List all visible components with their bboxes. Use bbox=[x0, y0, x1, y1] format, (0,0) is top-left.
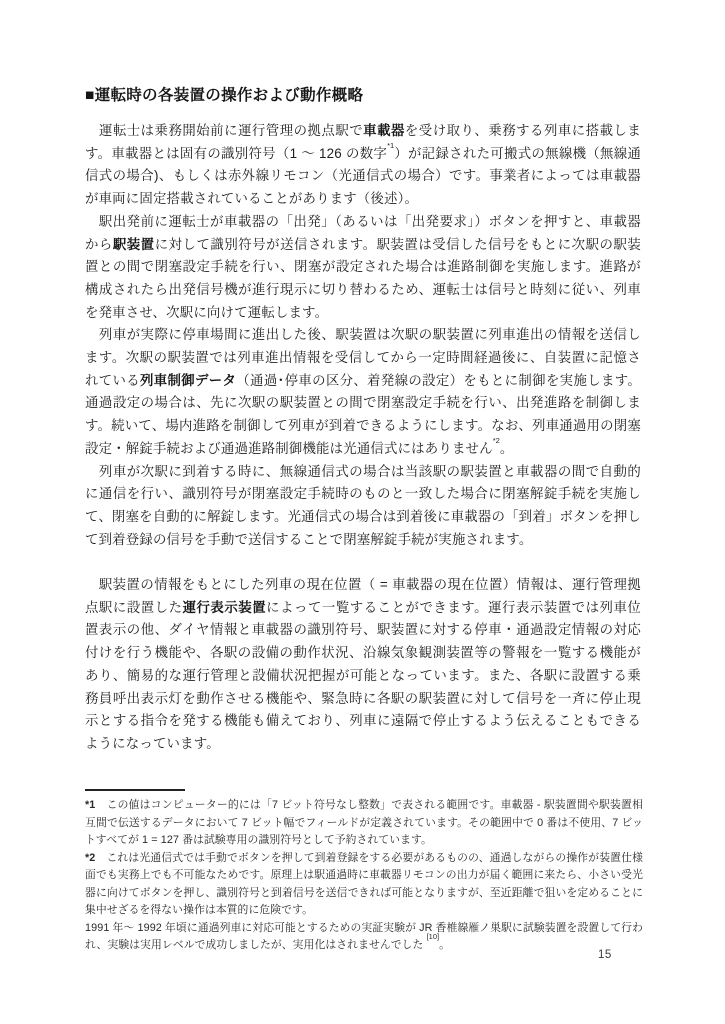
paragraph-departure-procedure: 駅出発前に運転士が車載器の「出発」（あるいは「出発要求」）ボタンを押すと、車載器から駅装置に対して識別符号が送信されます。駅装置は受信した信号をもとに次駅の駅装置との間で閉塞設定手続を行い、閉塞が設定された場合は進路制御を実施します。進路が構成されたら出発信号機が進行現示に切り替わるため、運転士は信号と時刻に従い、列車を発車させ、次駅に向けて運転します。 bbox=[85, 213, 641, 320]
paragraph-arrival-procedure: 列車が次駅に到着する時に、無線通信式の場合は当該駅の駅装置と車載器の間で自動的に通信を行い、識別符号が閉塞設定手続時のものと一致した場合に閉塞解錠手続を実施して、閉塞を自動的に解錠します。光通信式の場合は到着後に車載器の「到着」ボタンを押して到着登録の信号を手動で送信することで閉塞解錠手続が実施されます。 bbox=[85, 463, 641, 547]
section-heading: ■運転時の各装置の操作および動作概略 bbox=[85, 87, 364, 104]
page-number: 15 bbox=[598, 949, 612, 961]
footnotes-section bbox=[85, 789, 643, 955]
footnote-2: *2 これは光通信式では手動でボタンを押して到着登録をする必要があるものの、通過しながらの操作が装置仕様面でも実務上でも不可能なためです。原理上は駅通過時に車載器リモコンの出力が届く範囲に来たら、小さい受光器に向けてボタンを押し、識別符号と到着信号を送信できれば可能となりますが、至近距離で狙いを定めることに集中せざるを得ない操作は本質的に危険です。 bbox=[85, 851, 643, 916]
footnote-2-continued: 1991 年～ 1992 年頃に通過列車に対応可能とするための実証実験が JR 香椎線雁ノ巣駅に試験装置を設置して行われ、実験は実用レベルで成功しましたが、実用化はされませんでした [10]。 bbox=[85, 921, 643, 951]
footnote-1: *1 この値はコンピューター的には「7 ビット符号なし整数」で表される範囲です。車載器 - 駅装置間や駅装置相互間で伝送するデータにおいて 7 ビット幅でフィールドが定義されています。その範囲中で 0 番は不使用、7 ビットすべてが 1 = 127 番は試験専用の識別符号として予約されています。 bbox=[85, 799, 643, 846]
paragraph-operation-display: 駅装置の情報をもとにした列車の現在位置（ = 車載器の現在位置）情報は、運行管理拠点駅に設置した運行表示装置によって一覧することができます。運行表示装置では列車位置表示の他、ダイヤ情報と車載器の識別符号、駅装置に対する停車・通過設定情報の対応付けを行う機能や、各駅の設備の動作状況、沿線気象観測装置等の警報を一覧する機能があり、簡易的な運行管理と設備状況把握が可能となっています。また、各駅に設置する乗務員呼出表示灯を動作させる機能や、緊急時に各駅の駅装置に対して信号を一斉に停止現示とする指令を発する機能も備えており、列車に遠隔で停止するよう伝えることもできるようになっています。 bbox=[85, 577, 642, 751]
paragraph-train-control-data: 列車が実際に停車場間に進出した後、駅装置は次駅の駅装置に列車進出の情報を送信します。次駅の駅装置では列車進出情報を受信してから一定時間経過後に、自装置に記憶されている列車制御データ（通過･停車の区分、着発線の設定）をもとに制御を実施します。通過設定の場合は、先に次駅の駅装置との間で閉塞設定手続を行い、出発進路を制御します。続いて、場内進路を制御して列車が到着できるようにします。なお、列車通過用の閉塞設定・解錠手続および通過進路制御機能は光通信式にはありません$^{*2}$。 bbox=[85, 327, 641, 456]
footnote-divider bbox=[85, 789, 185, 791]
main-text-column bbox=[85, 86, 641, 756]
paragraph-onboard-device: 運転士は乗務開始前に運行管理の拠点駅で車載器を受け取り、乗務する列車に搭載します。車載器とは固有の識別符号（1 ～ 126 の数字$^{*1}$）が記録された可搬式の無線機（無線通信式の場合)、もしくは赤外線リモコン（光通信式の場合）です。事業者によっては車載器が車両に固定搭載されていることがあります（後述）。 bbox=[85, 123, 642, 207]
